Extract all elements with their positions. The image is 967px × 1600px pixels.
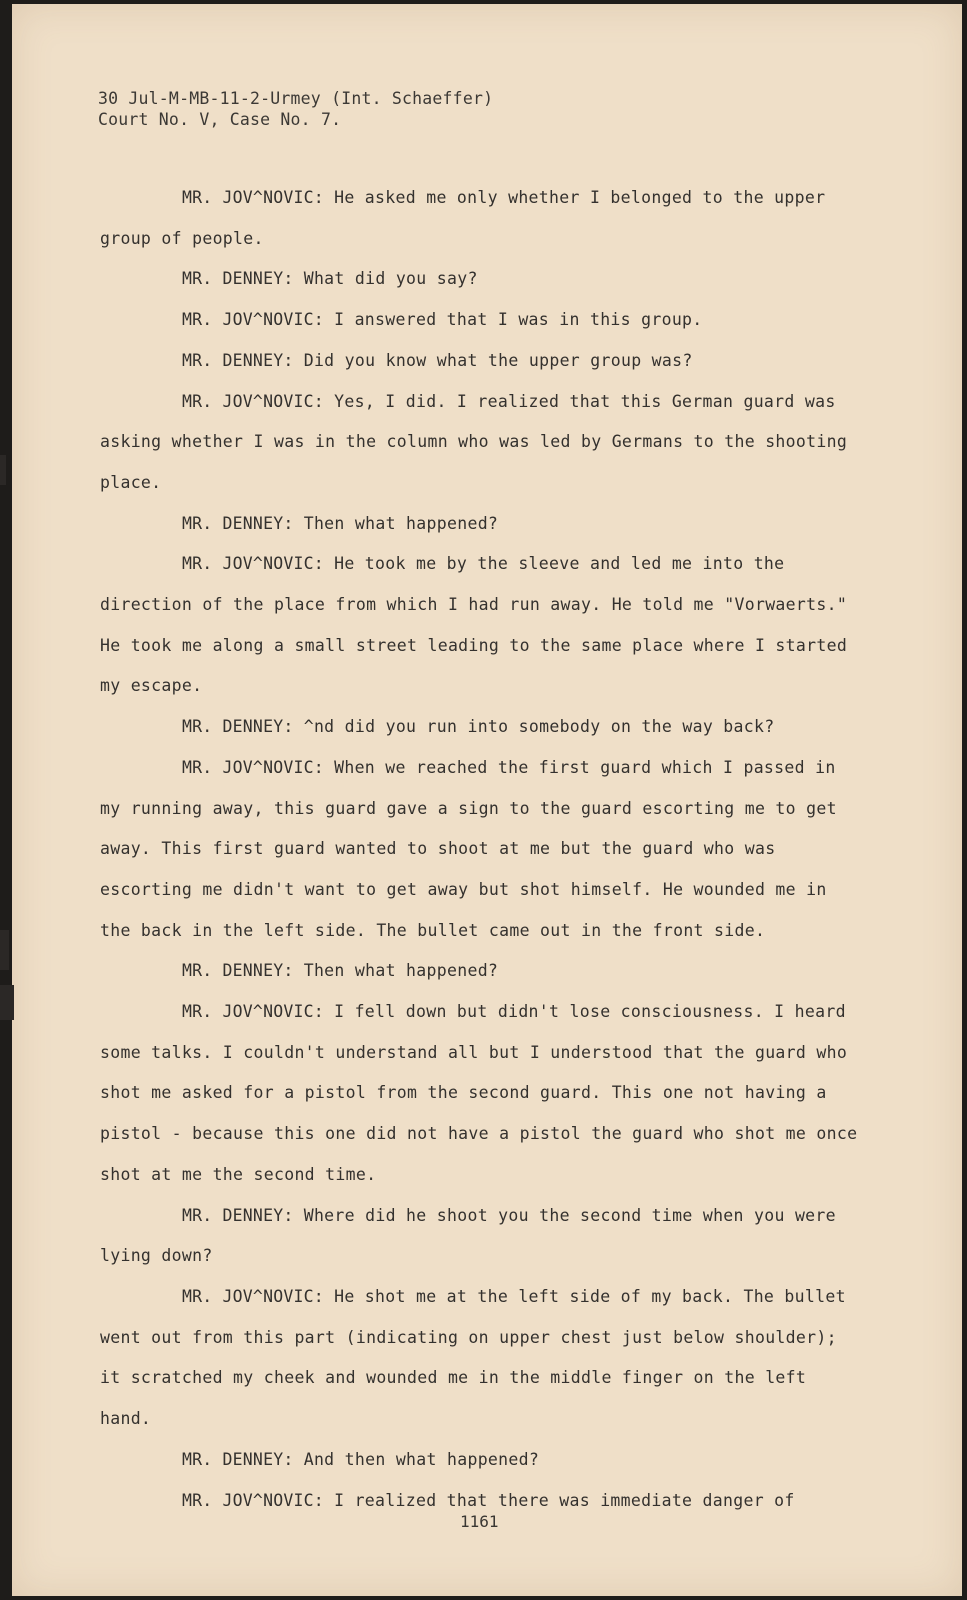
paragraph-text: ^nd did you run into somebody on the way back?: [303, 717, 775, 737]
speaker-label: MR. DENNEY:: [182, 513, 294, 533]
speaker-label: MR. DENNEY:: [182, 961, 294, 981]
paragraph-text: He shot me at the left side of my back. The bullet went out from this part (indicating on upper chest just below shoulder); it scratched my cheek and wounded me in the middle finger on the left hand.: [100, 1286, 846, 1429]
paragraph-text: Then what happened?: [303, 961, 499, 981]
paragraph: [100, 707, 860, 748]
document-page: [12, 4, 962, 1596]
paragraph-text: Then what happened?: [303, 513, 499, 533]
binding-hole-mark: [0, 455, 6, 485]
speaker-label: MR. JOV^NOVIC:: [182, 1286, 324, 1306]
paragraph: [100, 341, 860, 382]
speaker-label: MR. JOV^NOVIC:: [182, 554, 324, 574]
header-line-1: 30 Jul-M-MB-11-2-Urmey (Int. Schaeffer): [98, 89, 494, 108]
page-number: 1161: [460, 1512, 499, 1531]
speaker-label: MR. DENNEY:: [182, 1205, 294, 1225]
speaker-label: MR. JOV^NOVIC:: [182, 188, 324, 207]
speaker-label: MR. JOV^NOVIC:: [182, 310, 324, 330]
paragraph-text: When we reached the first guard which I passed in my running away, this guard gave a sign to the guard escorting me to get away. This first guard wanted to shoot at me but the guard who was escorting me didn't want to get away but shot himself. He wounded me in the back in the left side. The bullet came out in the front side.: [100, 757, 837, 940]
paragraph-text: And then what happened?: [303, 1449, 540, 1469]
paragraph-text: What did you say?: [303, 269, 478, 289]
speaker-label: MR. JOV^NOVIC:: [182, 391, 324, 411]
paragraph: [100, 504, 860, 545]
speaker-label: MR. JOV^NOVIC:: [182, 1490, 324, 1510]
paragraph-text: Did you know what the upper group was?: [303, 350, 693, 370]
speaker-label: MR. DENNEY:: [182, 350, 294, 370]
paragraph: [100, 992, 860, 1196]
paragraph-text: I realized that there was immediate danger of: [334, 1490, 795, 1510]
binding-hole-mark: [0, 985, 14, 1020]
paragraph: [100, 178, 860, 259]
paragraph: [100, 1196, 860, 1277]
header: [98, 88, 493, 130]
paragraph-text: I answered that I was in this group.: [334, 310, 703, 330]
paragraph: [100, 1277, 860, 1440]
transcript-body: [100, 178, 860, 1521]
speaker-label: MR. DENNEY:: [182, 1449, 294, 1469]
speaker-label: MR. JOV^NOVIC:: [182, 1002, 324, 1022]
paragraph: [100, 544, 860, 707]
paragraph-text: I fell down but didn't lose consciousness. I heard some talks. I couldn't understand all but I understood that the guard who shot me asked for a pistol from the second guard. This one not having a pistol - because this one did not have a pistol the guard who shot me once shot at me the second time.: [100, 1002, 858, 1184]
paragraph: [100, 382, 860, 504]
speaker-label: MR. DENNEY:: [182, 269, 294, 289]
paragraph-text: Yes, I did. I realized that this German guard was asking whether I was in the column who was led by Germans to the shooting place.: [100, 391, 848, 492]
paragraph: [100, 1440, 860, 1481]
paragraph: [100, 259, 860, 300]
paragraph-text: He took me by the sleeve and led me into the direction of the place from which I had run away. He told me "Vorwaerts." He took me along a small street leading to the same place where I started my escape.: [100, 554, 848, 696]
speaker-label: MR. JOV^NOVIC:: [182, 757, 324, 777]
header-line-2: Court No. V, Case No. 7.: [98, 110, 342, 129]
speaker-label: MR. DENNEY:: [182, 717, 294, 737]
paragraph-text: He asked me only whether I belonged to the upper group of people.: [100, 188, 826, 248]
paragraph: [100, 951, 860, 992]
binding-hole-mark: [0, 930, 9, 970]
paragraph: [100, 300, 860, 341]
paragraph-text: Where did he shoot you the second time when you were lying down?: [100, 1205, 836, 1266]
paragraph: [100, 748, 860, 952]
